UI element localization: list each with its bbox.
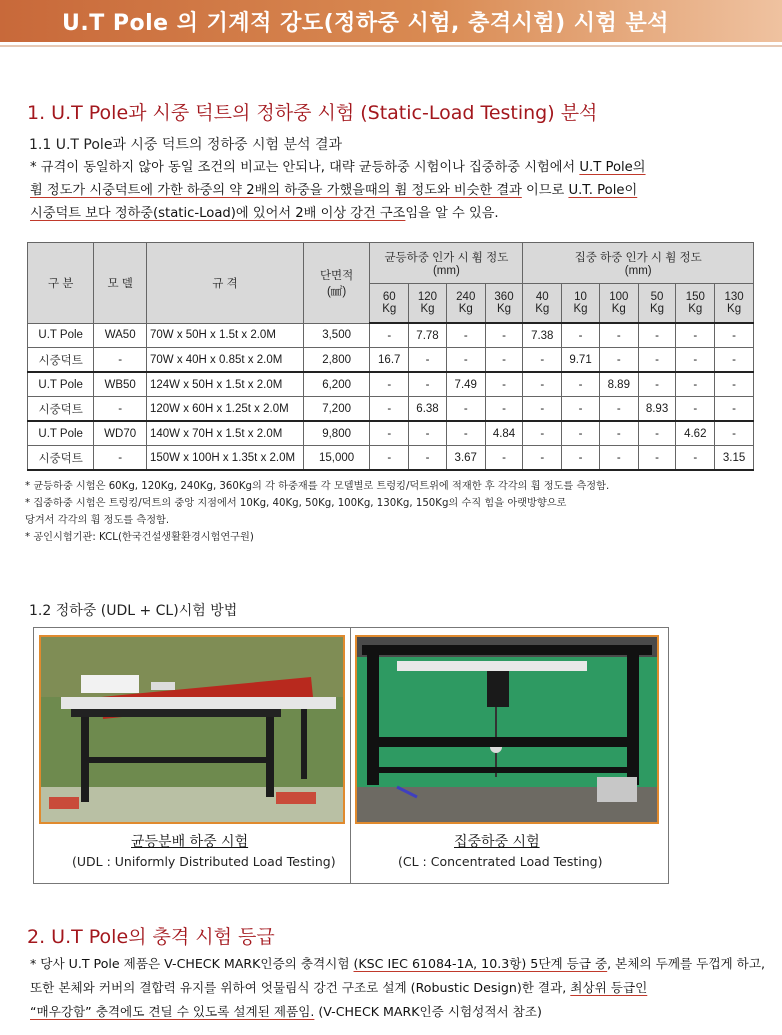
cell-udl-deflection: 6.38 — [409, 397, 447, 422]
cell-area: 2,800 — [303, 348, 370, 373]
load-unit: Kg — [458, 303, 473, 315]
cell-udl-deflection: - — [409, 421, 447, 446]
cell-model: WB50 — [94, 372, 147, 397]
header-load-cl — [523, 284, 562, 324]
cell-udl-deflection: - — [370, 372, 409, 397]
cell-category: 시중덕트 — [28, 397, 94, 422]
header-load-cl — [715, 284, 754, 324]
panel-divider — [350, 627, 351, 883]
header-load-udl — [485, 284, 523, 324]
cell-area: 9,800 — [303, 421, 370, 446]
cell-model: WA50 — [94, 323, 147, 348]
cell-udl-deflection: - — [409, 372, 447, 397]
para-underline: “매우강함” 충격에도 견딜 수 있도록 설계된 제품임. — [30, 1004, 315, 1019]
load-unit: Kg — [611, 303, 626, 315]
header-cl-group — [523, 243, 754, 284]
section1-heading: 1. U.T Pole과 시중 덕트의 정하중 시험 (Static-Load Testing) 분석 — [27, 102, 598, 124]
load-value: 150 — [685, 291, 705, 303]
cell-cl-deflection: - — [638, 421, 676, 446]
note-line: * 균등하중 시험은 60Kg, 120Kg, 240Kg, 360Kg의 각 하중재를 각 모델별로 트렁킹/덕트위에 적재한 후 각각의 휨 정도를 측정함. — [25, 481, 610, 492]
cell-udl-deflection: - — [485, 446, 523, 471]
cell-cl-deflection: - — [599, 323, 638, 348]
cell-model: - — [94, 397, 147, 422]
cell-spec: 150W x 100H x 1.35t x 2.0M — [146, 446, 303, 471]
cell-cl-deflection: - — [638, 446, 676, 471]
udl-caption-subtitle: (UDL : Uniformly Distributed Load Testing) — [72, 854, 336, 869]
table-row — [28, 348, 754, 373]
note-line: * 공인시험기관: KCL(한국건설생활환경시험연구원) — [25, 532, 254, 543]
cell-cl-deflection: - — [562, 323, 600, 348]
header-spec: 규 격 — [146, 243, 303, 324]
cell-udl-deflection: - — [370, 397, 409, 422]
load-value: 10 — [574, 291, 587, 303]
static-load-table — [27, 242, 754, 471]
cell-cl-deflection: 9.71 — [562, 348, 600, 373]
cell-area: 7,200 — [303, 397, 370, 422]
cell-udl-deflection: - — [446, 323, 485, 348]
cl-caption-title: 집중하중 시험 — [454, 834, 540, 850]
cell-udl-deflection: - — [370, 323, 409, 348]
cl-test-photo — [355, 635, 659, 824]
para-text: , 본체의 두께를 두껍게 하고, 또한 본체와 커버의 결합력 유지를 위하여 엇물림식 강건 구조로 설계 (Robustic Design)한 결과, — [30, 956, 766, 995]
cell-model: - — [94, 348, 147, 373]
para-text: 이므로 — [521, 183, 569, 198]
cl-caption-subtitle: (CL : Concentrated Load Testing) — [398, 854, 603, 869]
cell-cl-deflection: - — [715, 323, 754, 348]
cell-cl-deflection: - — [599, 348, 638, 373]
header-load-udl — [409, 284, 447, 324]
cell-cl-deflection: - — [523, 348, 562, 373]
cell-udl-deflection: - — [485, 348, 523, 373]
load-value: 120 — [417, 291, 438, 303]
table-row — [28, 323, 754, 348]
load-value: 360 — [494, 291, 514, 303]
cell-cl-deflection: - — [523, 397, 562, 422]
load-unit: Kg — [420, 303, 435, 315]
cell-cl-deflection: - — [638, 348, 676, 373]
section2-paragraph — [30, 952, 765, 1024]
header-cl-label: 집중 하중 인가 시 휨 정도 — [574, 252, 702, 264]
cell-cl-deflection: - — [676, 323, 715, 348]
table-row — [28, 397, 754, 422]
load-value: 130 — [724, 291, 744, 303]
cell-cl-deflection: - — [676, 372, 715, 397]
cell-category: U.T Pole — [28, 372, 94, 397]
para-underline: (KSC IEC 61084-1A, 10.3항) 5단계 등급 중 — [353, 956, 608, 971]
table-row — [28, 372, 754, 397]
table-body — [28, 323, 754, 470]
para-text: * 당사 U.T Pole 제품은 V-CHECK MARK인증의 충격시험 — [30, 956, 354, 971]
cell-cl-deflection: - — [599, 397, 638, 422]
header-category: 구 분 — [28, 243, 94, 324]
load-unit: Kg — [535, 303, 550, 315]
cell-spec: 140W x 70H x 1.5t x 2.0M — [146, 421, 303, 446]
cell-cl-deflection: - — [715, 348, 754, 373]
note-line: * 집중하중 시험은 트렁킹/덕트의 중앙 지점에서 10Kg, 40Kg, 50Kg, 100Kg, 130Kg, 150Kg의 수직 힘을 아랫방향으로 — [25, 498, 567, 509]
cell-udl-deflection: 7.78 — [409, 323, 447, 348]
cell-cl-deflection: 4.62 — [676, 421, 715, 446]
load-value: 50 — [650, 291, 664, 303]
cell-udl-deflection: 3.67 — [446, 446, 485, 471]
table-row — [28, 446, 754, 471]
table-row — [28, 421, 754, 446]
header-udl-group — [370, 243, 523, 284]
cell-cl-deflection: 7.38 — [523, 323, 562, 348]
note-line: 당겨서 각각의 휨 정도를 측정함. — [25, 515, 170, 526]
cell-area: 15,000 — [303, 446, 370, 471]
cell-spec: 70W x 50H x 1.5t x 2.0M — [146, 323, 303, 348]
section1-1-heading: 1.1 U.T Pole과 시중 덕트의 정하중 시험 분석 결과 — [29, 137, 342, 153]
cell-cl-deflection: - — [562, 372, 600, 397]
load-unit: Kg — [496, 303, 512, 315]
cell-cl-deflection: - — [715, 397, 754, 422]
cell-spec: 124W x 50H x 1.5t x 2.0M — [146, 372, 303, 397]
section2-heading: 2. U.T Pole의 충격 시험 등급 — [27, 926, 275, 948]
para-text: 임을 알 수 있음. — [405, 206, 499, 221]
header-load-cl — [676, 284, 715, 324]
para-underline: 시중덕트 보다 정하중(static-Load)에 있어서 2배 이상 강건 구조 — [30, 206, 406, 221]
header-cl-unit: (mm) — [624, 265, 652, 277]
para-text: * 규격이 동일하지 않아 동일 조건의 비교는 안되나, 대략 균등하중 시험이나 집중하중 시험에서 — [30, 160, 580, 175]
load-unit: Kg — [573, 303, 588, 315]
para-underline: U.T. Pole이 — [568, 183, 638, 198]
cell-cl-deflection: - — [562, 446, 600, 471]
header-area-unit: (㎟) — [327, 285, 347, 298]
cell-cl-deflection: - — [562, 421, 600, 446]
udl-caption-title: 균등분배 하중 시험 — [131, 834, 249, 850]
cell-category: U.T Pole — [28, 421, 94, 446]
section1-paragraph — [30, 156, 760, 225]
cell-spec: 70W x 40H x 0.85t x 2.0M — [146, 348, 303, 373]
load-unit: Kg — [382, 303, 397, 315]
cell-cl-deflection: - — [638, 372, 676, 397]
cell-cl-deflection: - — [599, 421, 638, 446]
cell-area: 3,500 — [303, 323, 370, 348]
cell-cl-deflection: 3.15 — [715, 446, 754, 471]
cell-udl-deflection: - — [370, 446, 409, 471]
cell-udl-deflection: - — [409, 446, 447, 471]
udl-test-photo — [39, 635, 345, 824]
table-header-row — [28, 243, 754, 284]
cell-cl-deflection: 8.93 — [638, 397, 676, 422]
para-text: (V-CHECK MARK인증 시험성적서 참조) — [314, 1004, 542, 1019]
table-notes — [25, 478, 609, 546]
banner-underline — [0, 45, 782, 47]
cell-udl-deflection: 4.84 — [485, 421, 523, 446]
cell-udl-deflection: - — [485, 323, 523, 348]
load-unit: Kg — [688, 303, 703, 315]
cell-udl-deflection: - — [409, 348, 447, 373]
section1-2-heading: 1.2 정하중 (UDL + CL)시험 방법 — [29, 603, 238, 619]
header-udl-label: 균등하중 인가 시 휨 정도 — [384, 252, 509, 264]
header-load-cl — [599, 284, 638, 324]
load-value: 40 — [535, 291, 549, 303]
header-load-udl — [446, 284, 485, 324]
cell-category: 시중덕트 — [28, 348, 94, 373]
cell-model: - — [94, 446, 147, 471]
header-area-label: 단면적 — [319, 269, 354, 282]
cell-udl-deflection: - — [485, 372, 523, 397]
cell-cl-deflection: - — [676, 348, 715, 373]
load-unit: Kg — [727, 303, 742, 315]
cell-udl-deflection: 16.7 — [370, 348, 409, 373]
page-title: U.T Pole 의 기계적 강도(정하중 시험, 충격시험) 시험 분석 — [62, 11, 669, 36]
cell-cl-deflection: - — [676, 397, 715, 422]
cell-model: WD70 — [94, 421, 147, 446]
cell-spec: 120W x 60H x 1.25t x 2.0M — [146, 397, 303, 422]
cell-area: 6,200 — [303, 372, 370, 397]
para-underline: U.T Pole의 — [579, 160, 646, 175]
cell-cl-deflection: - — [523, 372, 562, 397]
cell-udl-deflection: - — [446, 421, 485, 446]
cell-cl-deflection: 8.89 — [599, 372, 638, 397]
title-banner — [0, 0, 782, 42]
cell-category: U.T Pole — [28, 323, 94, 348]
cell-udl-deflection: 7.49 — [446, 372, 485, 397]
para-underline: 휨 정도가 시중덕트에 가한 하중의 약 2배의 하중을 가했을때의 휨 정도와 비슷한 결과 — [30, 183, 522, 198]
header-load-udl — [370, 284, 409, 324]
cell-cl-deflection: - — [523, 446, 562, 471]
cell-cl-deflection: - — [638, 323, 676, 348]
header-udl-unit: (mm) — [432, 265, 460, 277]
header-model: 모 델 — [94, 243, 147, 324]
cell-cl-deflection: - — [599, 446, 638, 471]
cell-category: 시중덕트 — [28, 446, 94, 471]
load-value: 240 — [456, 291, 476, 303]
header-load-cl — [562, 284, 600, 324]
cell-cl-deflection: - — [562, 397, 600, 422]
cell-cl-deflection: - — [715, 372, 754, 397]
load-unit: Kg — [650, 303, 665, 315]
header-load-cl — [638, 284, 676, 324]
cell-cl-deflection: - — [715, 421, 754, 446]
header-area — [303, 243, 370, 324]
load-value: 60 — [382, 291, 396, 303]
cell-udl-deflection: - — [446, 397, 485, 422]
cell-udl-deflection: - — [446, 348, 485, 373]
cell-udl-deflection: - — [485, 397, 523, 422]
cell-cl-deflection: - — [676, 446, 715, 471]
cell-udl-deflection: - — [370, 421, 409, 446]
load-value: 100 — [609, 291, 629, 303]
cell-cl-deflection: - — [523, 421, 562, 446]
para-underline: 최상위 등급인 — [570, 980, 648, 995]
